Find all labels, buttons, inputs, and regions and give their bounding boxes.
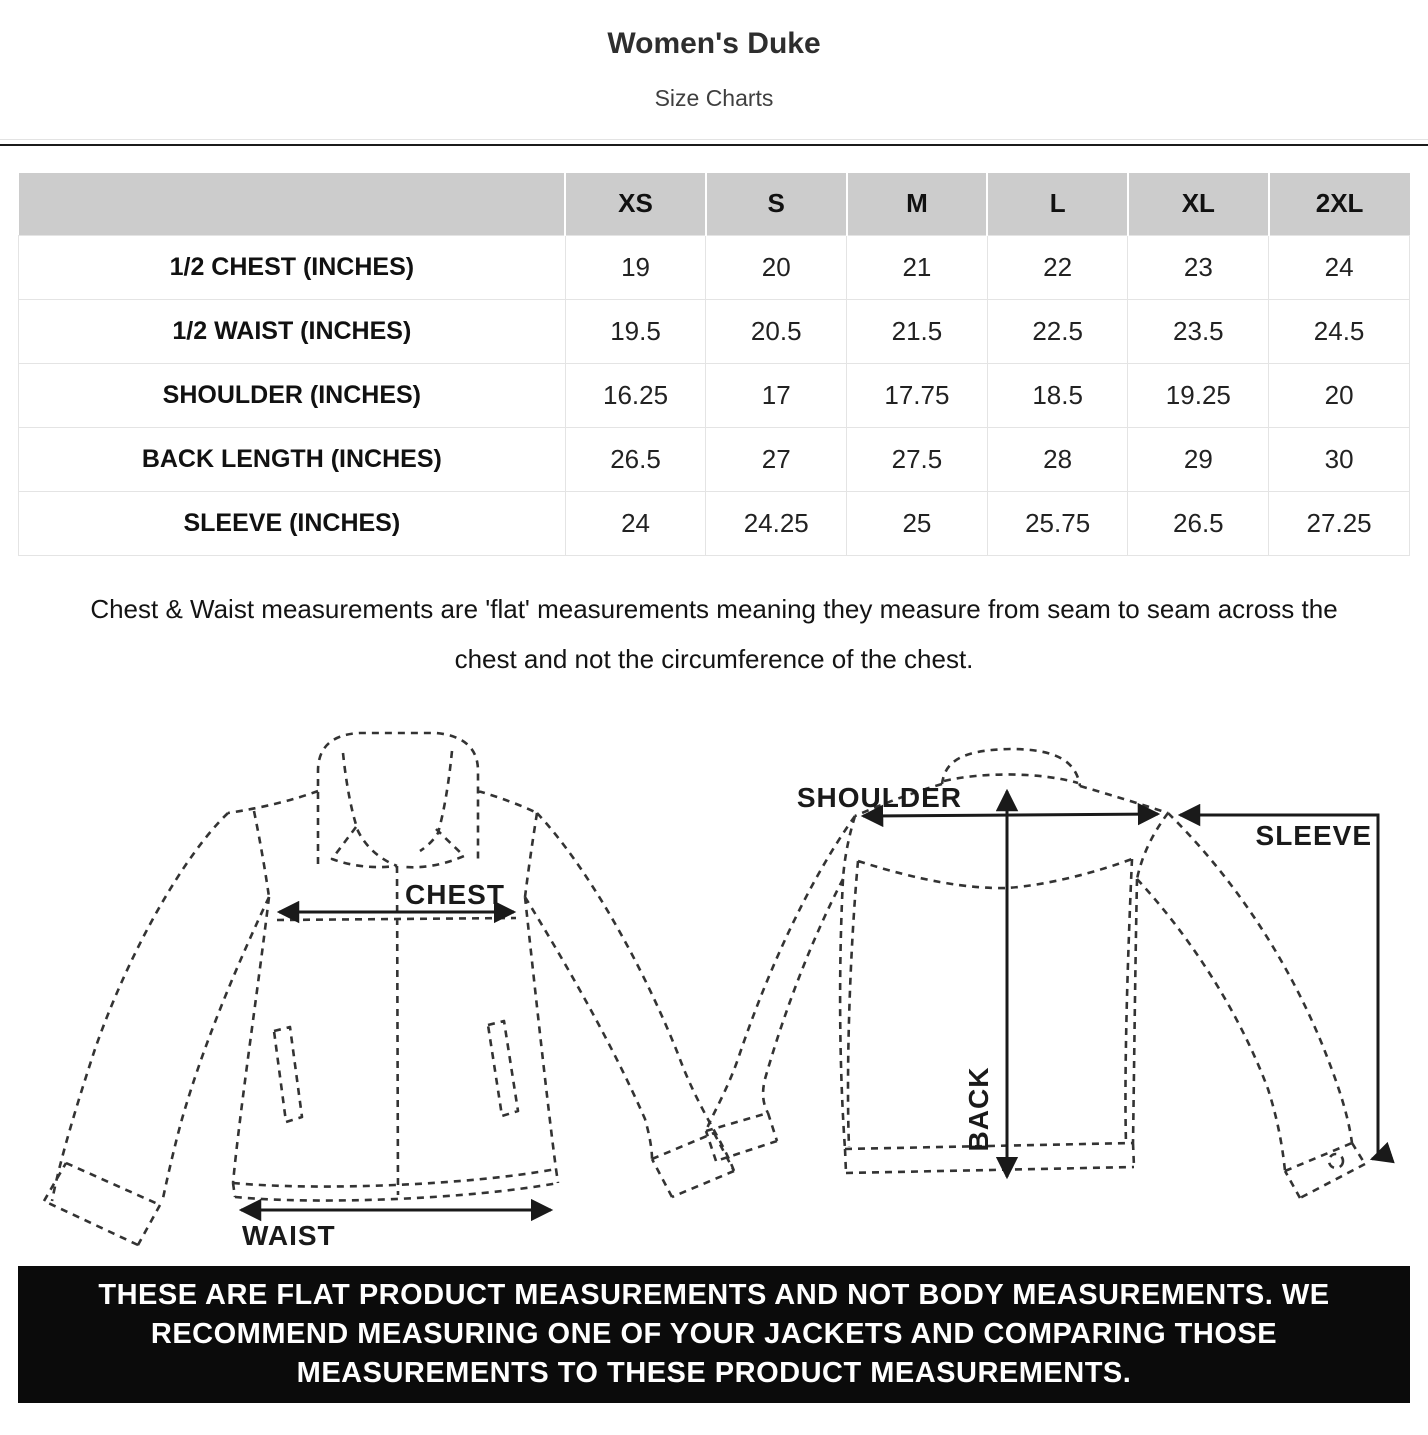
banner-line-3: MEASUREMENTS TO THESE PRODUCT MEASUREMENTS. bbox=[296, 1356, 1132, 1389]
measurement-value: 17.75 bbox=[847, 363, 988, 427]
note-line-2: chest and not the circumference of the chest. bbox=[454, 643, 974, 674]
measurement-value: 28 bbox=[987, 427, 1128, 491]
table-row-sleeve bbox=[19, 491, 1410, 555]
measurement-value: 24.5 bbox=[1269, 299, 1410, 363]
size-table-section bbox=[18, 173, 1410, 556]
measurement-value: 23.5 bbox=[1128, 299, 1269, 363]
measurement-value: 26.5 bbox=[565, 427, 706, 491]
front-jacket-outline bbox=[44, 733, 734, 1245]
cuff-button bbox=[1329, 1154, 1343, 1168]
size-column-header-m: M bbox=[847, 173, 988, 235]
size-column-header-2xl: 2XL bbox=[1269, 173, 1410, 235]
measurement-value: 19.5 bbox=[565, 299, 706, 363]
note-line-1: Chest & Waist measurements are 'flat' measurements meaning they measure from seam to seam across the bbox=[90, 593, 1338, 624]
measurement-value: 26.5 bbox=[1128, 491, 1269, 555]
measurement-value: 21.5 bbox=[847, 299, 988, 363]
waist-label: WAIST bbox=[242, 1219, 336, 1251]
measurement-value: 23 bbox=[1128, 235, 1269, 299]
measurement-value: 19.25 bbox=[1128, 363, 1269, 427]
measurement-value: 24 bbox=[565, 491, 706, 555]
measurement-value: 22.5 bbox=[987, 299, 1128, 363]
measurement-label: SHOULDER (INCHES) bbox=[19, 363, 566, 427]
table-row-half-chest bbox=[19, 235, 1410, 299]
measurement-value: 27.5 bbox=[847, 427, 988, 491]
measurement-value: 24 bbox=[1269, 235, 1410, 299]
measurement-label: SLEEVE (INCHES) bbox=[19, 491, 566, 555]
measurement-value: 25 bbox=[847, 491, 988, 555]
size-column-header-s: S bbox=[706, 173, 847, 235]
measurement-value: 20 bbox=[706, 235, 847, 299]
measurement-value: 19 bbox=[565, 235, 706, 299]
measurement-label: BACK LENGTH (INCHES) bbox=[19, 427, 566, 491]
size-table-corner-cell bbox=[19, 173, 566, 235]
size-column-header-l: L bbox=[987, 173, 1128, 235]
table-row-shoulder bbox=[19, 363, 1410, 427]
footer-spacer bbox=[0, 1403, 1428, 1435]
table-row-half-waist bbox=[19, 299, 1410, 363]
chest-label: CHEST bbox=[405, 878, 505, 910]
measurement-value: 27 bbox=[706, 427, 847, 491]
shoulder-label: SHOULDER bbox=[796, 781, 962, 813]
measurement-value: 27.25 bbox=[1269, 491, 1410, 555]
measurement-value: 29 bbox=[1128, 427, 1269, 491]
page-header bbox=[0, 0, 1428, 112]
measurement-value: 16.25 bbox=[565, 363, 706, 427]
banner-line-1: THESE ARE FLAT PRODUCT MEASUREMENTS AND NOT BODY MEASUREMENTS. WE bbox=[98, 1278, 1330, 1311]
table-row-back-length bbox=[19, 427, 1410, 491]
measurement-label: 1/2 CHEST (INCHES) bbox=[19, 235, 566, 299]
banner-line-2: RECOMMEND MEASURING ONE OF YOUR JACKETS AND COMPARING THOSE bbox=[150, 1317, 1278, 1350]
jacket-measurement-diagram bbox=[0, 689, 1428, 1266]
back-label: BACK bbox=[963, 1066, 994, 1151]
size-table-header-row bbox=[19, 173, 1410, 235]
measurement-value: 18.5 bbox=[987, 363, 1128, 427]
measurement-value: 22 bbox=[987, 235, 1128, 299]
size-table bbox=[18, 173, 1410, 556]
measurement-value: 30 bbox=[1269, 427, 1410, 491]
measurement-value: 17 bbox=[706, 363, 847, 427]
page-title: Women's Duke bbox=[607, 27, 821, 60]
measurement-value: 20 bbox=[1269, 363, 1410, 427]
flat-measurement-banner bbox=[18, 1266, 1410, 1403]
sleeve-label: SLEEVE bbox=[1255, 819, 1372, 851]
divider-dark bbox=[0, 144, 1428, 146]
flat-measurement-note bbox=[0, 584, 1428, 684]
size-column-header-xl: XL bbox=[1128, 173, 1269, 235]
size-column-header-xs: XS bbox=[565, 173, 706, 235]
measurement-label: 1/2 WAIST (INCHES) bbox=[19, 299, 566, 363]
page-subtitle: Size Charts bbox=[654, 85, 774, 111]
measurement-value: 20.5 bbox=[706, 299, 847, 363]
measurement-value: 25.75 bbox=[987, 491, 1128, 555]
shoulder-arrow bbox=[863, 814, 1158, 816]
sleeve-arrow bbox=[1180, 815, 1378, 1159]
measurement-value: 21 bbox=[847, 235, 988, 299]
measurement-value: 24.25 bbox=[706, 491, 847, 555]
divider-light bbox=[0, 139, 1428, 140]
